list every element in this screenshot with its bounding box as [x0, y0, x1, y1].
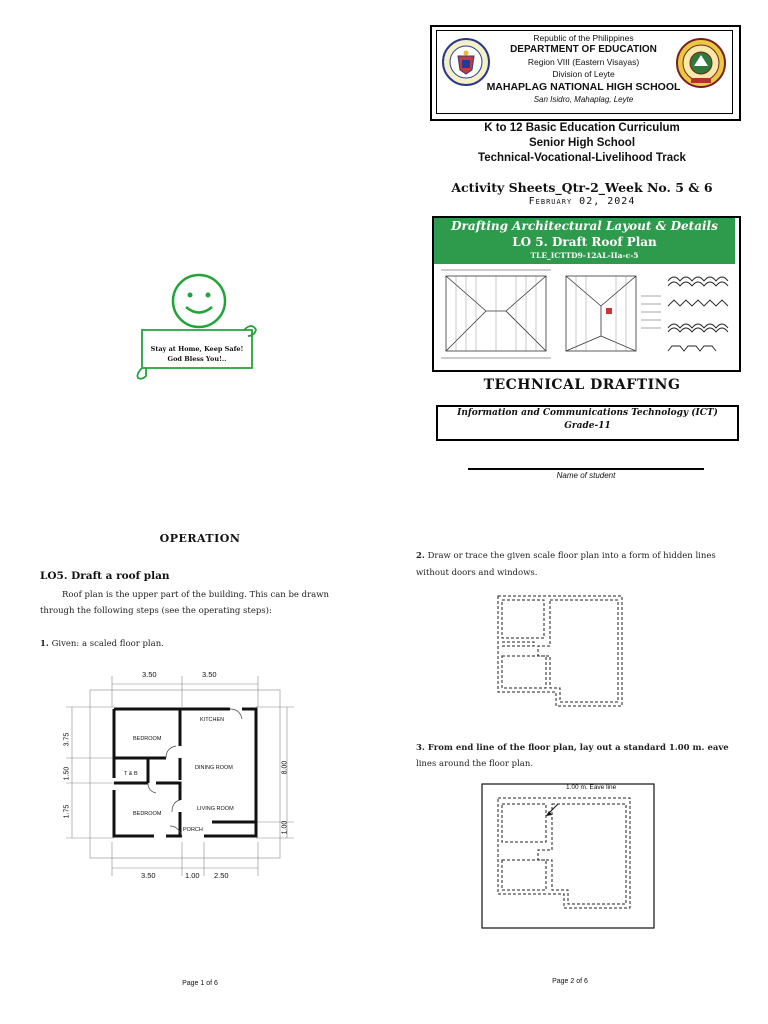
dim-bottom-1: 3.50 [141, 871, 156, 880]
room-living: LIVING ROOM [197, 806, 234, 812]
subject-grade: Grade-11 [564, 421, 611, 431]
activity-date: February 02, 2024 [528, 196, 636, 207]
eave-line-plan-drawing [480, 782, 656, 930]
dim-right-1: 8.00 [281, 760, 289, 775]
step1-number: 1. [40, 639, 49, 649]
step3-text-line1: 3. From end line of the floor plan, lay out a standard 1.00 m. eave [416, 743, 729, 753]
page1-heading: OPERATION [159, 532, 241, 545]
header-school: MAHAPLAG NATIONAL HIGH SCHOOL [486, 81, 681, 93]
dim-bottom-3: 2.50 [214, 871, 229, 880]
student-name-label: Name of student [556, 471, 616, 480]
page2-footer: Page 2 of 6 [552, 978, 588, 985]
cover-roof-drawings [436, 266, 733, 366]
page1-intro-line1: Roof plan is the upper part of the building. This can be drawn [62, 590, 329, 600]
dim-top-right: 3.50 [202, 670, 217, 679]
hidden-line-plan-drawing [494, 592, 626, 710]
floor-plan-drawing [62, 662, 308, 886]
room-kitchen: KITCHEN [200, 717, 225, 723]
dim-left-2: 1.50 [63, 766, 71, 781]
curriculum-line1: K to 12 Basic Education Curriculum [484, 122, 680, 134]
smiley-message-line2: God Bless You!.. [167, 355, 227, 363]
page1-intro-line2: through the following steps (see the operating steps): [40, 606, 272, 616]
header-region: Region VIII (Eastern Visayas) [527, 57, 640, 67]
page1-lo-heading: LO5. Draft a roof plan [40, 570, 170, 582]
cover-banner-title: Drafting Architectural Layout & Details [451, 219, 718, 233]
room-bedroom-1: BEDROOM [133, 736, 162, 742]
cover-lo-title: LO 5. Draft Roof Plan [512, 235, 657, 249]
step2-text-line2: without doors and windows. [416, 568, 538, 578]
step3-text-line2: lines around the floor plan. [416, 759, 534, 769]
room-dining: DINING ROOM [195, 765, 233, 771]
step2-text-line1: Draw or trace the given scale floor plan into a form of hidden lines [427, 551, 716, 561]
curriculum-line3: Technical-Vocational-Livelihood Track [478, 152, 686, 164]
cover-code: TLE_ICTTD9-12AL-IIa-c-5 [530, 251, 639, 260]
header-republic: Republic of the Philippines [533, 33, 634, 43]
page1-footer: Page 1 of 6 [182, 980, 218, 987]
header-address: San Isidro, Mahaplag, Leyte [533, 95, 634, 104]
dim-bottom-2: 1.00 [185, 871, 200, 880]
subject-title: TECHNICAL DRAFTING [483, 377, 681, 393]
dim-top-left: 3.50 [142, 670, 157, 679]
subject-strand: Information and Communications Technology (ICT) [457, 408, 718, 418]
dim-left-1: 3.75 [63, 732, 71, 747]
eave-line-label: 1.00 m. Eave line [566, 784, 617, 791]
dim-left-3: 1.75 [63, 804, 71, 819]
smiley-message-line1: Stay at Home, Keep Safe! [150, 345, 244, 353]
dim-right-2: 1.00 [281, 820, 289, 835]
step1-text: Given: a scaled floor plan. [51, 639, 164, 649]
header-division: Division of Leyte [552, 69, 615, 79]
room-porch: PORCH [183, 827, 203, 833]
curriculum-line2: Senior High School [528, 137, 636, 149]
room-tb: T & B [124, 771, 138, 777]
room-bedroom-2: BEDROOM [133, 811, 162, 817]
step2-number: 2. [416, 551, 425, 561]
header-department: DEPARTMENT OF EDUCATION [510, 44, 657, 55]
activity-title: Activity Sheets_Qtr-2_Week No. 5 & 6 [451, 180, 713, 195]
student-name-line [468, 468, 704, 470]
